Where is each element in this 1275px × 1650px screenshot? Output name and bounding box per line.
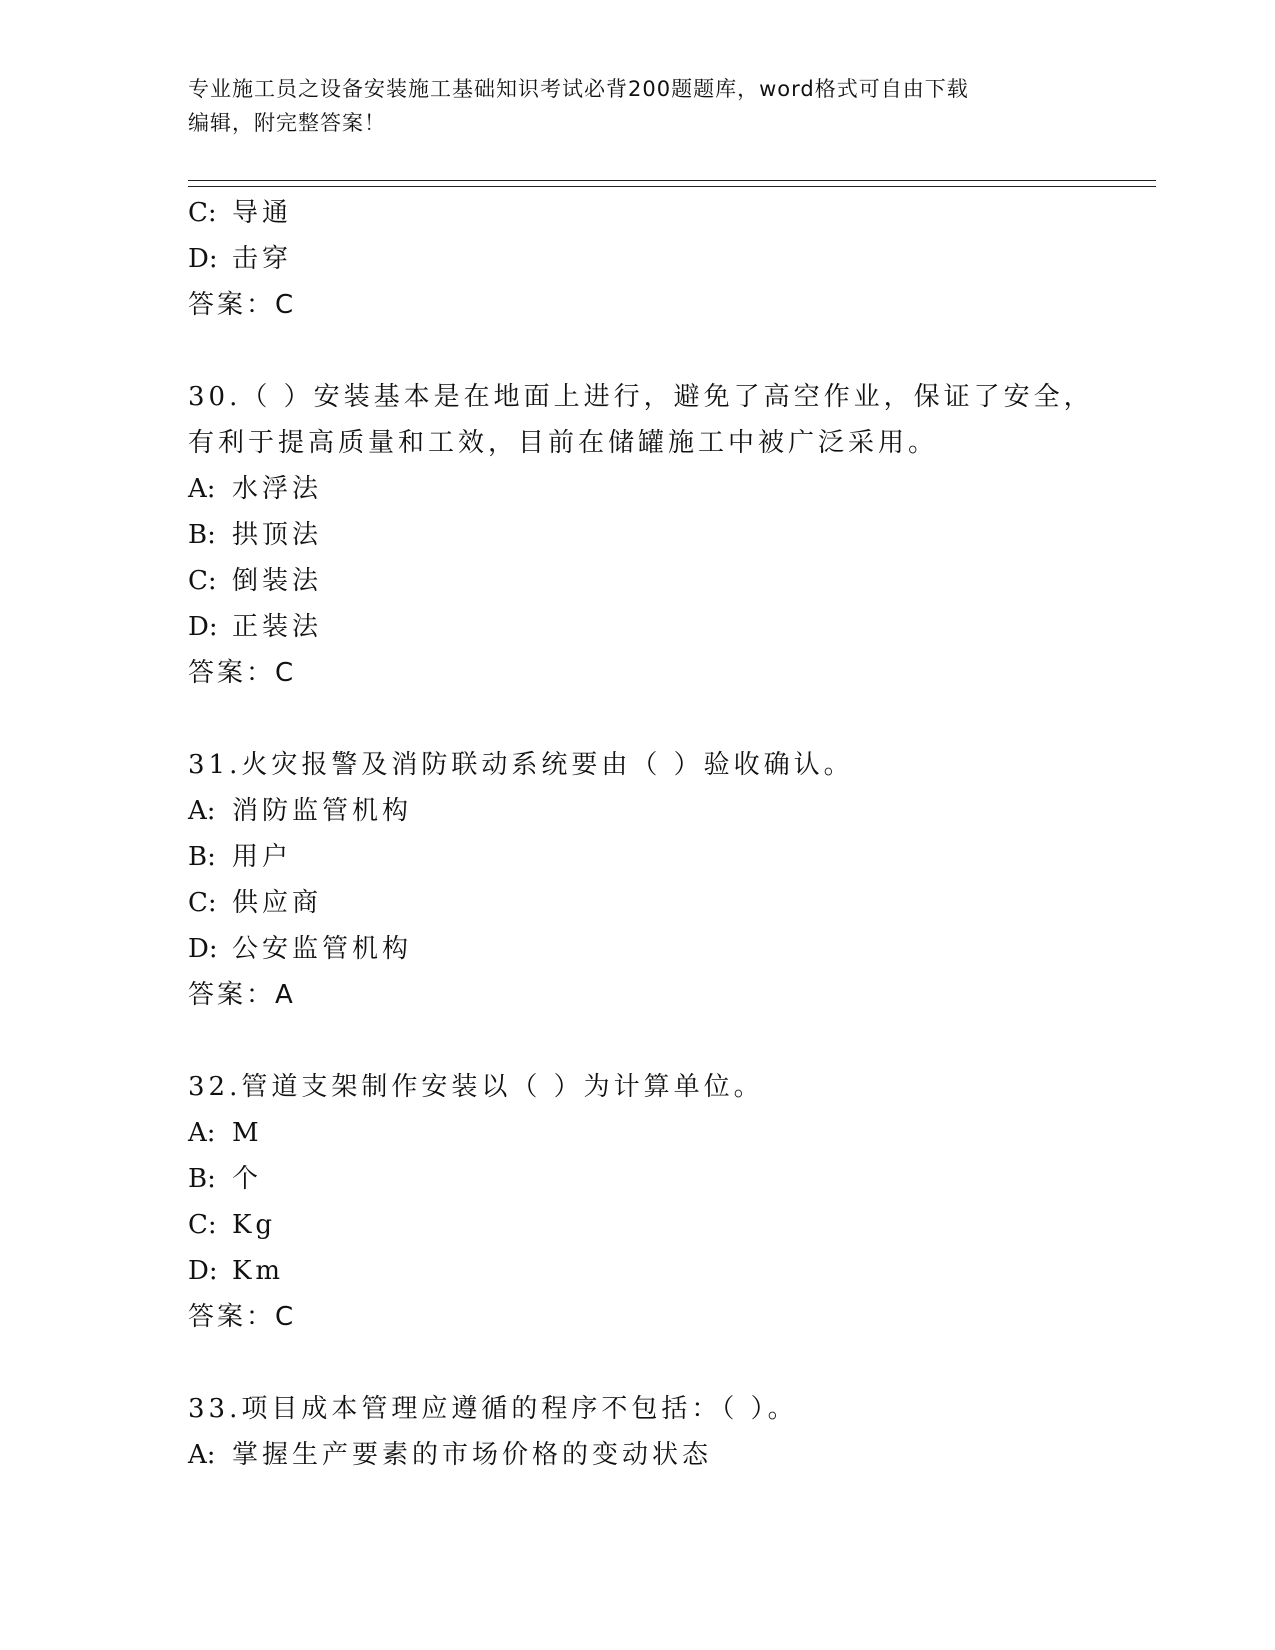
spacer [188,696,1148,742]
option-b [188,512,1148,558]
question-list [188,190,1148,1478]
answer-line: 答案：C [188,290,297,320]
option-c [188,1202,1148,1248]
option-b [188,834,1148,880]
option-text: 水浮法 [232,474,323,504]
spacer [188,1340,1148,1386]
question-stem: 33.项目成本管理应遵循的程序不包括：（ ）。 [188,1394,798,1424]
answer-line: 答案：A [188,980,296,1010]
spacer [188,328,1148,374]
option-text: 掌握生产要素的市场价格的变动状态 [232,1440,713,1470]
option-letter: D: [188,612,218,642]
option-a [188,1432,1148,1478]
option-letter: D: [188,1256,218,1286]
header-divider-top [188,180,1156,181]
option-d [188,926,1148,972]
question-32 [188,1064,1148,1340]
answer-line: 答案：C [188,1302,297,1332]
option-a [188,466,1148,512]
option-text: 供应商 [232,888,323,918]
option-text: 导通 [232,198,293,228]
option-letter: A: [188,796,216,826]
option-letter: C: [188,1210,217,1240]
option-c [188,190,1148,236]
question-stem-continued: 有利于提高质量和工效，目前在储罐施工中被广泛采用。 [188,428,939,458]
option-letter: D: [188,244,218,274]
option-a [188,1110,1148,1156]
option-letter: C: [188,566,217,596]
header-title-line-1: 专业施工员之设备安装施工基础知识考试必背200题题库，word格式可自由下载 [188,77,969,101]
option-text: 正装法 [232,612,323,642]
option-text: 公安监管机构 [232,934,413,964]
option-letter: A: [188,1440,216,1470]
option-text: 击穿 [232,244,293,274]
option-text: 倒装法 [232,566,323,596]
question-31 [188,742,1148,1018]
option-c [188,880,1148,926]
option-letter: A: [188,474,216,504]
option-letter: B: [188,1164,216,1194]
option-c [188,558,1148,604]
question-33 [188,1386,1148,1478]
option-letter: B: [188,520,216,550]
option-b [188,1156,1148,1202]
question-stem: 32.管道支架制作安装以（ ）为计算单位。 [188,1072,764,1102]
option-text: Kg [232,1210,277,1240]
option-text: 拱顶法 [232,520,323,550]
option-d [188,1248,1148,1294]
option-letter: B: [188,842,216,872]
header-divider-bottom [188,186,1156,187]
question-30 [188,374,1148,696]
option-a [188,788,1148,834]
previous-question-tail [188,190,1148,328]
document-header [188,72,1068,140]
option-letter: C: [188,198,217,228]
option-text: 用户 [232,842,293,872]
option-text: 个 [232,1164,263,1194]
option-text: Km [232,1256,285,1286]
answer-line: 答案：C [188,658,297,688]
option-d [188,236,1148,282]
option-letter: D: [188,934,218,964]
option-text: M [232,1118,263,1148]
header-title-line-2: 编辑，附完整答案！ [188,111,386,135]
question-stem: 31.火灾报警及消防联动系统要由（ ）验收确认。 [188,750,854,780]
question-stem: 30.（ ）安装基本是在地面上进行，避免了高空作业，保证了安全， [188,382,1094,412]
option-letter: A: [188,1118,216,1148]
spacer [188,1018,1148,1064]
option-d [188,604,1148,650]
option-text: 消防监管机构 [232,796,413,826]
option-letter: C: [188,888,217,918]
